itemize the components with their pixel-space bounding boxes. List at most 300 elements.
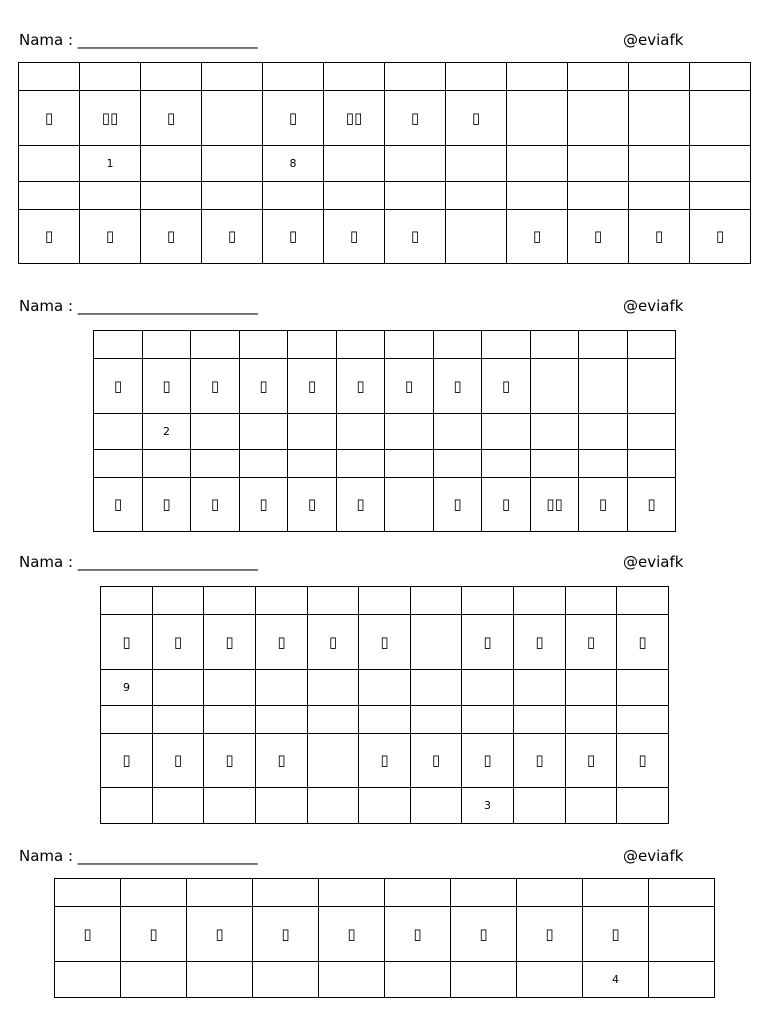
table-cell — [384, 906, 451, 962]
script-glyph: ▯ — [483, 632, 492, 651]
name-field-label: Nama : ________________________ — [19, 297, 258, 315]
table-cell — [93, 449, 143, 478]
script-glyph: ▯▯ — [546, 495, 563, 513]
table-cell — [384, 477, 434, 532]
table-cell — [239, 413, 288, 450]
script-glyph: ▯ — [349, 227, 359, 245]
table-cell — [152, 614, 204, 670]
table-cell — [142, 413, 191, 450]
table-cell — [461, 787, 514, 824]
table-cell — [627, 330, 676, 359]
table-cell — [565, 787, 617, 824]
table-cell — [461, 614, 514, 670]
table-cell — [410, 614, 462, 670]
table-cell — [410, 586, 462, 615]
script-glyph: ▯ — [113, 376, 123, 395]
table-cell — [384, 62, 446, 91]
table-cell — [567, 145, 629, 182]
table-cell — [120, 906, 187, 962]
table-cell — [461, 586, 514, 615]
table-cell — [616, 733, 669, 788]
script-glyph: ▯ — [598, 495, 608, 513]
table-cell — [318, 906, 385, 962]
script-glyph: ▯ — [277, 632, 286, 651]
table-cell — [410, 787, 462, 824]
table-cell — [565, 614, 617, 670]
table-cell — [506, 145, 568, 182]
table-cell — [627, 358, 676, 414]
table-cell — [152, 586, 204, 615]
table-cell — [262, 90, 324, 146]
table-cell — [433, 477, 482, 532]
script-glyph: ▯ — [356, 376, 365, 395]
table-cell — [287, 330, 337, 359]
script-glyph: ▯ — [173, 632, 183, 651]
table-cell — [100, 669, 153, 706]
script-glyph: ▯ — [593, 227, 603, 245]
table-cell — [287, 477, 337, 532]
table-cell — [689, 90, 751, 146]
script-glyph: ▯ — [380, 632, 389, 651]
table-cell — [142, 330, 191, 359]
table-cell — [627, 413, 676, 450]
table-cell — [506, 62, 568, 91]
table-cell — [565, 669, 617, 706]
table-cell — [648, 906, 715, 962]
table-cell — [648, 961, 715, 998]
script-glyph: ▯ — [431, 751, 441, 769]
table-cell — [450, 906, 517, 962]
script-glyph: ▯ — [501, 495, 511, 513]
table-cell — [628, 209, 690, 264]
name-field-label: Nama : ________________________ — [19, 31, 258, 49]
script-glyph: ▯ — [113, 495, 123, 513]
table-cell — [140, 90, 202, 146]
script-glyph: ▯ — [471, 108, 481, 127]
table-cell — [582, 878, 649, 907]
table-cell — [307, 614, 359, 670]
table-cell — [323, 62, 385, 91]
table-cell — [450, 961, 517, 998]
script-glyph: ▯ — [545, 924, 554, 943]
table-cell — [384, 209, 446, 264]
script-glyph: ▯ — [413, 924, 422, 943]
table-cell — [445, 62, 507, 91]
script-glyph: ▯ — [166, 108, 176, 127]
script-glyph: ▯ — [210, 376, 220, 395]
table-cell — [152, 733, 204, 788]
table-cell — [689, 145, 751, 182]
script-glyph: ▯ — [453, 495, 462, 513]
table-cell — [384, 413, 434, 450]
table-cell — [100, 705, 153, 734]
table-cell — [100, 733, 153, 788]
table-cell — [252, 961, 319, 998]
table-cell — [567, 209, 629, 264]
table-cell — [516, 906, 583, 962]
script-glyph: ▯ — [453, 376, 462, 395]
cell-number: 9 — [123, 681, 130, 694]
table-cell — [578, 449, 628, 478]
table-cell — [358, 669, 411, 706]
table-cell — [190, 477, 240, 532]
table-cell — [79, 90, 141, 146]
script-glyph: ▯ — [83, 924, 92, 943]
table-cell — [578, 477, 628, 532]
script-glyph: ▯ — [380, 751, 389, 769]
script-glyph: ▯ — [122, 751, 131, 769]
script-glyph: ▯ — [586, 632, 596, 651]
table-cell — [203, 705, 256, 734]
table-cell — [433, 330, 482, 359]
name-field-label: Nama : ________________________ — [19, 553, 258, 571]
table-cell — [152, 787, 204, 824]
table-cell — [142, 477, 191, 532]
author-handle: @eviafk — [623, 847, 684, 865]
table-cell — [384, 961, 451, 998]
table-cell — [616, 669, 669, 706]
table-cell — [186, 878, 253, 907]
table-cell — [120, 961, 187, 998]
table-cell — [262, 145, 324, 182]
cell-number: 3 — [484, 799, 491, 812]
table-cell — [79, 209, 141, 264]
table-cell — [582, 906, 649, 962]
table-cell — [93, 330, 143, 359]
table-cell — [93, 477, 143, 532]
table-cell — [336, 477, 385, 532]
table-cell — [190, 330, 240, 359]
table-cell — [384, 145, 446, 182]
table-cell — [203, 787, 256, 824]
table-cell — [616, 614, 669, 670]
table-cell — [203, 586, 256, 615]
cell-number: 4 — [612, 973, 619, 986]
table-cell — [513, 614, 566, 670]
table-cell — [190, 449, 240, 478]
table-cell — [201, 90, 263, 146]
script-glyph: ▯ — [259, 495, 268, 513]
table-cell — [262, 209, 324, 264]
table-cell — [627, 477, 676, 532]
table-cell — [513, 586, 566, 615]
table-cell — [323, 181, 385, 210]
script-glyph: ▯ — [288, 227, 298, 245]
table-cell — [255, 787, 308, 824]
table-cell — [578, 413, 628, 450]
table-cell — [318, 878, 385, 907]
table-cell — [287, 413, 337, 450]
table-cell — [628, 62, 690, 91]
script-glyph: ▯ — [638, 632, 647, 651]
table-cell — [100, 787, 153, 824]
script-glyph: ▯ — [715, 227, 725, 245]
table-cell — [100, 614, 153, 670]
script-glyph: ▯ — [227, 227, 237, 245]
script-glyph: ▯ — [210, 495, 220, 513]
table-cell — [93, 413, 143, 450]
table-cell — [578, 330, 628, 359]
table-cell — [201, 209, 263, 264]
table-cell — [384, 330, 434, 359]
table-cell — [481, 413, 531, 450]
table-cell — [616, 705, 669, 734]
table-cell — [513, 787, 566, 824]
table-cell — [18, 181, 80, 210]
worksheet-table — [18, 62, 750, 264]
table-cell — [410, 705, 462, 734]
table-cell — [516, 961, 583, 998]
table-cell — [481, 477, 531, 532]
table-cell — [318, 961, 385, 998]
script-glyph: ▯▯ — [101, 108, 119, 127]
script-glyph: ▯ — [307, 495, 317, 513]
script-glyph: ▯ — [149, 924, 158, 943]
script-glyph: ▯ — [307, 376, 317, 395]
table-cell — [323, 209, 385, 264]
table-cell — [567, 181, 629, 210]
table-cell — [445, 209, 507, 264]
table-cell — [54, 878, 121, 907]
table-cell — [358, 586, 411, 615]
script-glyph: ▯ — [122, 632, 131, 651]
table-cell — [358, 787, 411, 824]
worksheet-table — [54, 878, 714, 998]
table-cell — [445, 90, 507, 146]
table-cell — [506, 209, 568, 264]
cell-number: 2 — [163, 425, 170, 438]
table-cell — [307, 787, 359, 824]
table-cell — [358, 733, 411, 788]
script-glyph: ▯ — [166, 227, 176, 245]
table-cell — [530, 358, 579, 414]
table-cell — [336, 449, 385, 478]
table-cell — [18, 90, 80, 146]
table-cell — [239, 358, 288, 414]
table-cell — [255, 733, 308, 788]
script-glyph: ▯ — [44, 108, 54, 127]
table-cell — [565, 733, 617, 788]
table-cell — [79, 145, 141, 182]
cell-number: 8 — [289, 157, 297, 170]
script-glyph: ▯ — [404, 376, 414, 395]
script-glyph: ▯ — [611, 924, 620, 943]
table-cell — [152, 669, 204, 706]
worksheet-table — [100, 586, 668, 824]
author-handle: @eviafk — [623, 553, 684, 571]
table-cell — [433, 358, 482, 414]
author-handle: @eviafk — [623, 297, 684, 315]
script-glyph: ▯ — [479, 924, 488, 943]
script-glyph: ▯ — [162, 376, 171, 395]
table-cell — [433, 449, 482, 478]
table-cell — [323, 90, 385, 146]
table-cell — [445, 145, 507, 182]
table-cell — [140, 145, 202, 182]
script-glyph: ▯ — [225, 751, 234, 769]
table-cell — [190, 413, 240, 450]
table-cell — [239, 330, 288, 359]
script-glyph: ▯ — [410, 227, 420, 245]
script-glyph: ▯ — [44, 227, 54, 245]
table-cell — [79, 181, 141, 210]
script-glyph: ▯ — [654, 227, 664, 245]
table-cell — [323, 145, 385, 182]
table-cell — [481, 330, 531, 359]
script-glyph: ▯ — [288, 108, 298, 127]
table-cell — [203, 669, 256, 706]
table-cell — [142, 358, 191, 414]
table-cell — [530, 413, 579, 450]
table-cell — [120, 878, 187, 907]
table-cell — [152, 705, 204, 734]
table-cell — [307, 586, 359, 615]
script-glyph: ▯ — [532, 227, 542, 245]
table-cell — [287, 449, 337, 478]
table-cell — [239, 477, 288, 532]
table-cell — [93, 358, 143, 414]
author-handle: @eviafk — [623, 31, 684, 49]
table-cell — [384, 449, 434, 478]
table-cell — [201, 62, 263, 91]
table-cell — [307, 669, 359, 706]
script-glyph: ▯ — [356, 495, 365, 513]
table-cell — [628, 90, 690, 146]
table-cell — [410, 669, 462, 706]
table-cell — [262, 62, 324, 91]
table-cell — [628, 145, 690, 182]
table-cell — [140, 209, 202, 264]
table-cell — [255, 586, 308, 615]
table-cell — [461, 669, 514, 706]
table-cell — [628, 181, 690, 210]
table-cell — [530, 330, 579, 359]
table-cell — [384, 181, 446, 210]
table-cell — [358, 705, 411, 734]
script-glyph: ▯ — [162, 495, 171, 513]
table-cell — [578, 358, 628, 414]
script-glyph: ▯ — [215, 924, 224, 943]
script-glyph: ▯ — [483, 751, 492, 769]
table-cell — [18, 145, 80, 182]
table-cell — [186, 906, 253, 962]
script-glyph: ▯ — [586, 751, 596, 769]
table-cell — [582, 961, 649, 998]
table-cell — [18, 209, 80, 264]
table-cell — [307, 705, 359, 734]
table-cell — [384, 90, 446, 146]
table-cell — [358, 614, 411, 670]
table-cell — [255, 705, 308, 734]
table-cell — [689, 62, 751, 91]
table-cell — [252, 878, 319, 907]
table-cell — [516, 878, 583, 907]
table-cell — [513, 705, 566, 734]
table-cell — [384, 358, 434, 414]
script-glyph: ▯ — [501, 376, 511, 395]
table-cell — [54, 961, 121, 998]
table-cell — [513, 669, 566, 706]
table-cell — [481, 358, 531, 414]
script-glyph: ▯▯ — [345, 108, 363, 127]
table-cell — [336, 413, 385, 450]
table-cell — [461, 733, 514, 788]
table-cell — [54, 906, 121, 962]
table-cell — [565, 586, 617, 615]
script-glyph: ▯ — [105, 227, 115, 245]
name-field-label: Nama : ________________________ — [19, 847, 258, 865]
script-glyph: ▯ — [410, 108, 420, 127]
table-cell — [616, 586, 669, 615]
script-glyph: ▯ — [281, 924, 290, 943]
table-cell — [100, 586, 153, 615]
table-cell — [186, 961, 253, 998]
script-glyph: ▯ — [277, 751, 286, 769]
script-glyph: ▯ — [647, 495, 656, 513]
table-cell — [262, 181, 324, 210]
script-glyph: ▯ — [638, 751, 647, 769]
table-cell — [506, 90, 568, 146]
table-cell — [140, 181, 202, 210]
table-cell — [142, 449, 191, 478]
table-cell — [450, 878, 517, 907]
table-cell — [481, 449, 531, 478]
table-cell — [445, 181, 507, 210]
table-cell — [336, 330, 385, 359]
table-cell — [336, 358, 385, 414]
table-cell — [18, 62, 80, 91]
worksheet-table — [93, 330, 675, 532]
table-cell — [140, 62, 202, 91]
table-cell — [252, 906, 319, 962]
script-glyph: ▯ — [225, 632, 234, 651]
table-cell — [79, 62, 141, 91]
table-cell — [567, 90, 629, 146]
table-cell — [410, 733, 462, 788]
table-cell — [513, 733, 566, 788]
table-cell — [307, 733, 359, 788]
table-cell — [203, 614, 256, 670]
script-glyph: ▯ — [535, 751, 544, 769]
table-cell — [530, 449, 579, 478]
table-cell — [689, 209, 751, 264]
script-glyph: ▯ — [328, 632, 338, 651]
script-glyph: ▯ — [347, 924, 356, 943]
table-cell — [190, 358, 240, 414]
table-cell — [506, 181, 568, 210]
script-glyph: ▯ — [535, 632, 544, 651]
table-cell — [648, 878, 715, 907]
table-cell — [201, 145, 263, 182]
cell-number: 1 — [106, 157, 114, 170]
table-cell — [530, 477, 579, 532]
table-cell — [616, 787, 669, 824]
table-cell — [384, 878, 451, 907]
table-cell — [201, 181, 263, 210]
table-cell — [287, 358, 337, 414]
table-cell — [565, 705, 617, 734]
table-cell — [255, 614, 308, 670]
table-cell — [461, 705, 514, 734]
table-cell — [433, 413, 482, 450]
table-cell — [689, 181, 751, 210]
table-cell — [203, 733, 256, 788]
script-glyph: ▯ — [259, 376, 268, 395]
table-cell — [627, 449, 676, 478]
table-cell — [567, 62, 629, 91]
table-cell — [239, 449, 288, 478]
script-glyph: ▯ — [173, 751, 183, 769]
